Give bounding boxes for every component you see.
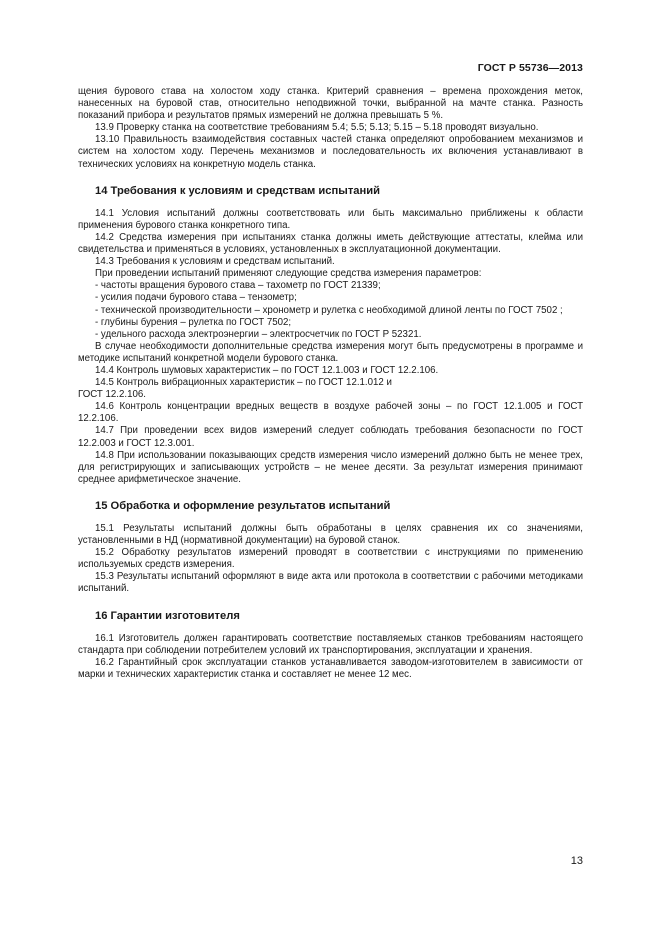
paragraph-14-6: 14.6 Контроль концентрации вредных веществ в воздухе рабочей зоны – по ГОСТ 12.1.005 и ГОСТ 12.2.106. [78,401,583,425]
paragraph-14-3: 14.3 Требования к условиям и средствам испытаний. [95,256,335,268]
page-content [78,86,583,681]
paragraph-16-2: 16.2 Гарантийный срок эксплуатации станков устанавливается заводом-изготовителем в зависимости от марки и технических характеристик станка и составляет не менее 12 мес. [78,656,583,680]
list-item: - технической производительности – хронометр и рулетка с необходимой длиной ленты по ГОСТ 7502 ; [95,304,563,316]
paragraph-13-10: 13.10 Правильность взаимодействия составных частей станка определяют опробованием механизмов и систем на холостом ходу. Перечень механизмов и последовательность их включения устанавливают в технических условиях на конкретную модель станка. [78,134,583,170]
list-item: - удельного расхода электроэнергии – электросчетчик по ГОСТ Р 52321. [95,328,422,340]
paragraph-14-3-intro: При проведении испытаний применяют следующие средства измерения параметров: [95,268,482,280]
list-item: - частоты вращения бурового става – тахометр по ГОСТ 21339; [95,280,381,292]
paragraph-14-8: 14.8 При использовании показывающих средств измерения число измерений должно быть не менее трех, для регистрирующих и записывающих устройств – не менее десяти. За результат измерения принимают среднее арифметическое значение. [78,449,583,485]
list-item: - усилия подачи бурового става – тензометр; [95,292,297,304]
paragraph-15-1: 15.1 Результаты испытаний должны быть обработаны в целях сравнения их со значениями, установленными в НД (нормативной документации) на буровой станок. [78,523,583,547]
paragraph-13-9: 13.9 Проверку станка на соответствие требованиям 5.4; 5.5; 5.13; 5.15 – 5.18 проводят визуально. [95,122,539,134]
document-id: ГОСТ Р 55736—2013 [477,62,583,74]
section-heading-15: 15 Обработка и оформление результатов испытаний [95,499,391,512]
paragraph-15-2: 15.2 Обработку результатов измерений проводят в соответствии с инструкциями по применению используемых средств измерения. [78,547,583,571]
paragraph-14-7: 14.7 При проведении всех видов измерений следует соблюдать требования безопасности по ГОСТ 12.2.003 и ГОСТ 12.3.001. [78,425,583,449]
paragraph-continuation: щения бурового става на холостом ходу станка. Критерий сравнения – времена прохождения меток, нанесенных на буровой став, относительно неподвижной точки, выбранной на мачте станка. Разность показаний прибора и результатов прямых измерений не должна превышать 5 %. [78,86,583,122]
paragraph-14-2: 14.2 Средства измерения при испытаниях станка должны иметь действующие аттестаты, клейма или свидетельства и применяться в условиях, установленных в эксплуатационной документации. [78,231,583,256]
paragraph-14-1: 14.1 Условия испытаний должны соответствовать или быть максимально приближены к области применения бурового станка конкретного типа. [78,207,583,231]
paragraph-14-5: 14.5 Контроль вибрационных характеристик – по ГОСТ 12.1.012 и [95,377,392,389]
section-heading-16: 16 Гарантии изготовителя [95,609,240,622]
paragraph-14-5-cont: ГОСТ 12.2.106. [78,389,146,401]
list-item: - глубины бурения – рулетка по ГОСТ 7502; [95,316,292,328]
section-heading-14: 14 Требования к условиям и средствам испытаний [95,184,381,197]
paragraph-14-4: 14.4 Контроль шумовых характеристик – по ГОСТ 12.1.003 и ГОСТ 12.2.106. [95,364,439,376]
paragraph-15-3: 15.3 Результаты испытаний оформляют в виде акта или протокола в соответствии с рабочими методиками испытаний. [78,571,583,595]
page-number: 13 [570,855,583,867]
paragraph-14-3-note: В случае необходимости дополнительные средства измерения могут быть предусмотрены в программе и методике испытаний конкретной модели бурового станка. [78,340,583,364]
paragraph-16-1: 16.1 Изготовитель должен гарантировать соответствие поставляемых станков требованиям настоящего стандарта при соблюдении потребителем условий их транспортирования, эксплуатации и хранения. [78,632,583,656]
